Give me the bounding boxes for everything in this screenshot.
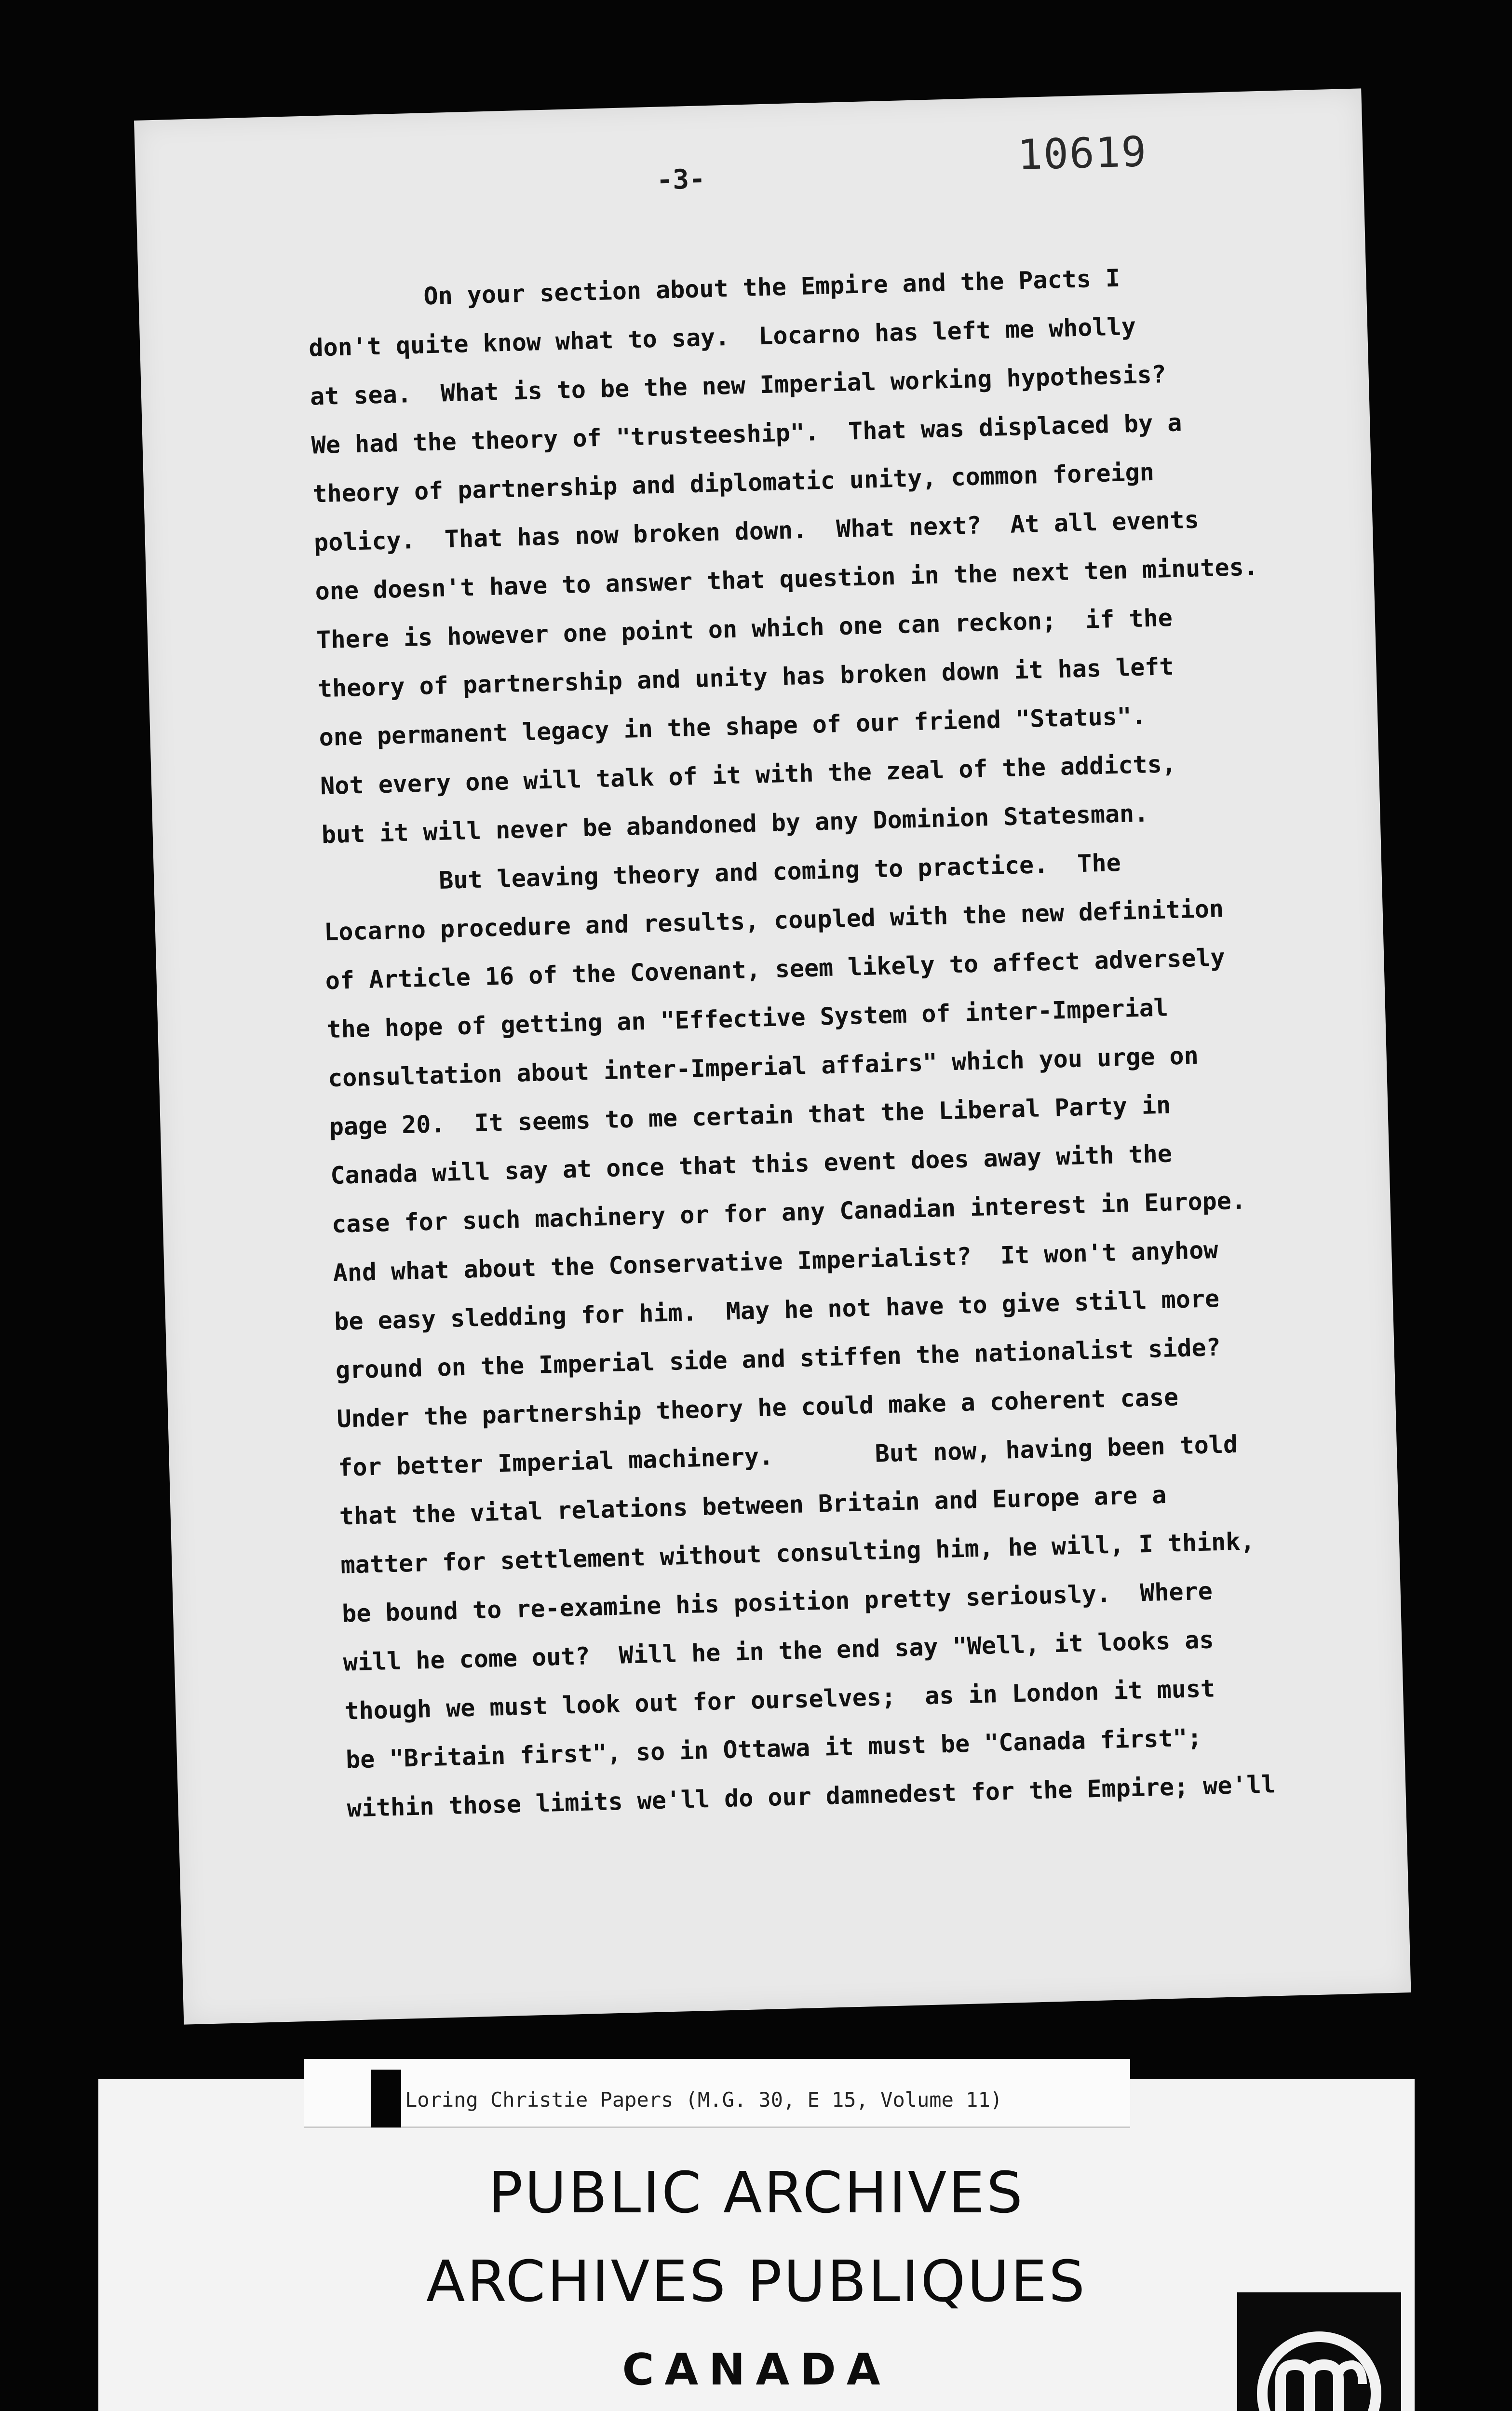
text-line: theory of partnership and unity has broken down it has left xyxy=(317,652,1174,703)
text-line: though we must look out for ourselves; as in London it must xyxy=(344,1674,1215,1725)
text-line: consultation about inter-Imperial affairs" which you urge on xyxy=(327,1041,1199,1093)
archive-title-en: PUBLIC ARCHIVES xyxy=(488,2159,1025,2226)
text-line: And what about the Conservative Imperialist? It won't anyhow xyxy=(332,1235,1219,1287)
text-line: Locarno procedure and results, coupled with the new definition xyxy=(324,894,1224,947)
collection-label: Loring Christie Papers (M.G. 30, E 15, Volume 11) xyxy=(405,2088,1003,2112)
page-number: -3- xyxy=(656,163,706,196)
text-line: be bound to re-examine his position pretty seriously. Where xyxy=(341,1577,1213,1628)
text-line: within those limits we'll do our damnedest for the Empire; we'll xyxy=(347,1770,1276,1823)
archive-logo xyxy=(1237,2292,1401,2411)
text-line: case for such machinery or for any Canadian interest in Europe. xyxy=(331,1186,1246,1239)
letter-body xyxy=(307,248,1370,1833)
tab-notch xyxy=(371,2070,401,2127)
text-line: for better Imperial machinery. But now, having been told xyxy=(338,1430,1238,1482)
text-line: at sea. What is to be the new Imperial working hypothesis? xyxy=(310,360,1167,411)
text-line: will he come out? Will he in the end say "Well, it looks as xyxy=(343,1625,1215,1677)
text-line: Not every one will talk of it with the zeal of the addicts, xyxy=(320,749,1177,800)
text-line: But leaving theory and coming to practice. The xyxy=(322,848,1121,898)
text-line: don't quite know what to say. Locarno has left me wholly xyxy=(308,312,1136,362)
text-line: policy. That has now broken down. What next? At all events xyxy=(313,505,1200,557)
text-line: page 20. It seems to me certain that the Liberal Party in xyxy=(329,1091,1171,1141)
text-line: theory of partnership and diplomatic unity, common foreign xyxy=(312,458,1155,508)
text-line: that the vital relations between Britain and Europe are a xyxy=(339,1480,1167,1531)
text-line: Under the partnership theory he could make a coherent case xyxy=(336,1383,1179,1433)
text-line: There is however one point on which one can reckon; if the xyxy=(316,603,1173,654)
text-line: but it will never be abandoned by any Dominion Statesman. xyxy=(321,799,1149,849)
document-page xyxy=(134,88,1411,2024)
text-line: one permanent legacy in the shape of our friend "Status". xyxy=(318,702,1147,752)
text-line: We had the theory of "trusteeship". That was displaced by a xyxy=(310,408,1183,460)
public-archives-logo-icon xyxy=(1247,2321,1391,2411)
text-line: matter for settlement without consulting him, he will, I think, xyxy=(340,1527,1256,1579)
text-line: On your section about the Empire and the Pacts I xyxy=(307,264,1120,313)
archive-title-fr: ARCHIVES PUBLIQUES xyxy=(426,2248,1087,2315)
archive-country: CANADA xyxy=(622,2344,891,2395)
archive-number: 10619 xyxy=(1017,128,1148,180)
text-line: of Article 16 of the Covenant, seem likely to affect adversely xyxy=(325,943,1226,995)
text-line: be easy sledding for him. May he not have to give still more xyxy=(334,1284,1220,1336)
text-line: one doesn't have to answer that question in the next ten minutes. xyxy=(314,553,1259,606)
text-line: Canada will say at once that this event does away with the xyxy=(330,1139,1173,1190)
text-line: be "Britain first", so in Ottawa it must be "Canada first"; xyxy=(345,1723,1202,1774)
text-line: ground on the Imperial side and stiffen the nationalist side? xyxy=(335,1333,1221,1384)
text-line: the hope of getting an "Effective System of inter-Imperial xyxy=(326,993,1169,1044)
